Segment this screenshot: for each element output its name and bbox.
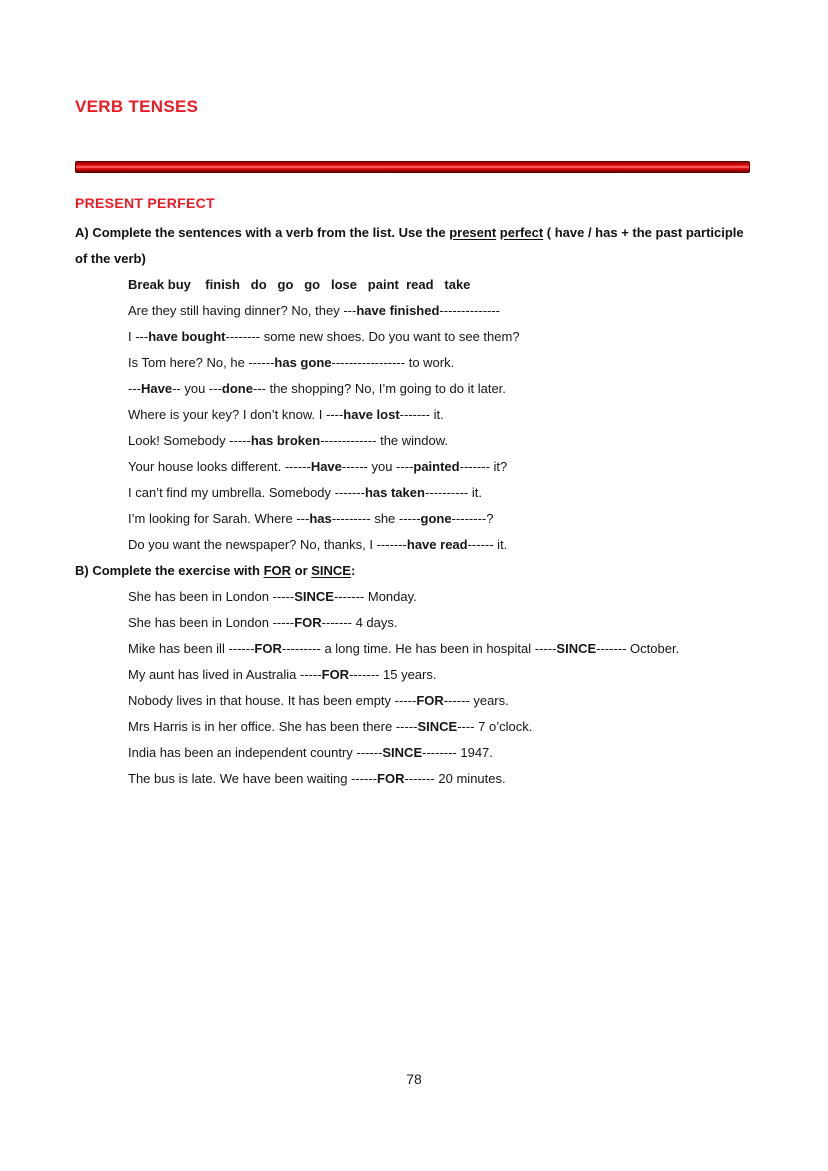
- exercise-b-sentence: Mike has been ill ------FOR--------- a long time. He has been in hospital -----SINCE------- October.: [128, 641, 680, 656]
- exercise-a-sentence: Look! Somebody -----has broken------------- the window.: [128, 433, 449, 448]
- exercise-a-instruction: A) Complete the sentences with a verb from the list. Use the present perfect ( have / has + the past participle of the verb): [75, 225, 744, 266]
- exercise-b-sentence: The bus is late. We have been waiting ------FOR------- 20 minutes.: [128, 771, 506, 786]
- page-title: VERB TENSES: [75, 97, 199, 116]
- exercise-a-sentence: Your house looks different. ------Have------ you ----painted------- it?: [128, 459, 508, 474]
- exercise-a-sentence: Do you want the newspaper? No, thanks, I -------have read------ it.: [128, 537, 508, 552]
- exercise-b-body: [128, 584, 790, 792]
- exercise-a-sentence: I ---have bought-------- some new shoes. Do you want to see them?: [128, 329, 520, 344]
- page-number: 78: [406, 1071, 422, 1087]
- exercise-b-sentence: Mrs Harris is in her office. She has been there -----SINCE---- 7 o’clock.: [128, 719, 533, 734]
- exercise-a-body: [128, 272, 790, 558]
- word-bank: Break buy finish do go go lose paint read take: [128, 277, 471, 292]
- red-divider-rule: [75, 161, 750, 173]
- exercise-b-sentence: India has been an independent country ------SINCE-------- 1947.: [128, 745, 493, 760]
- exercise-a-sentence: I can’t find my umbrella. Somebody -------has taken---------- it.: [128, 485, 482, 500]
- exercise-b-sentence: She has been in London -----SINCE------- Monday.: [128, 589, 417, 604]
- section-heading: PRESENT PERFECT: [75, 195, 215, 211]
- exercise-b-sentence: Nobody lives in that house. It has been empty -----FOR------ years.: [128, 693, 509, 708]
- exercise-a-sentence: ---Have-- you ---done--- the shopping? No, I’m going to do it later.: [128, 381, 506, 396]
- exercise-a-sentence: Where is your key? I don’t know. I ----have lost------- it.: [128, 407, 444, 422]
- exercise-b-sentence: My aunt has lived in Australia -----FOR------- 15 years.: [128, 667, 437, 682]
- exercise-b-sentence: She has been in London -----FOR------- 4 days.: [128, 615, 398, 630]
- exercise-a-sentence: Are they still having dinner? No, they ---have finished--------------: [128, 303, 501, 318]
- exercise-a-sentence: I’m looking for Sarah. Where ---has--------- she -----gone--------?: [128, 511, 494, 526]
- exercise-a-sentence: Is Tom here? No, he ------has gone----------------- to work.: [128, 355, 455, 370]
- exercise-b-instruction: B) Complete the exercise with FOR or SINCE:: [75, 563, 356, 578]
